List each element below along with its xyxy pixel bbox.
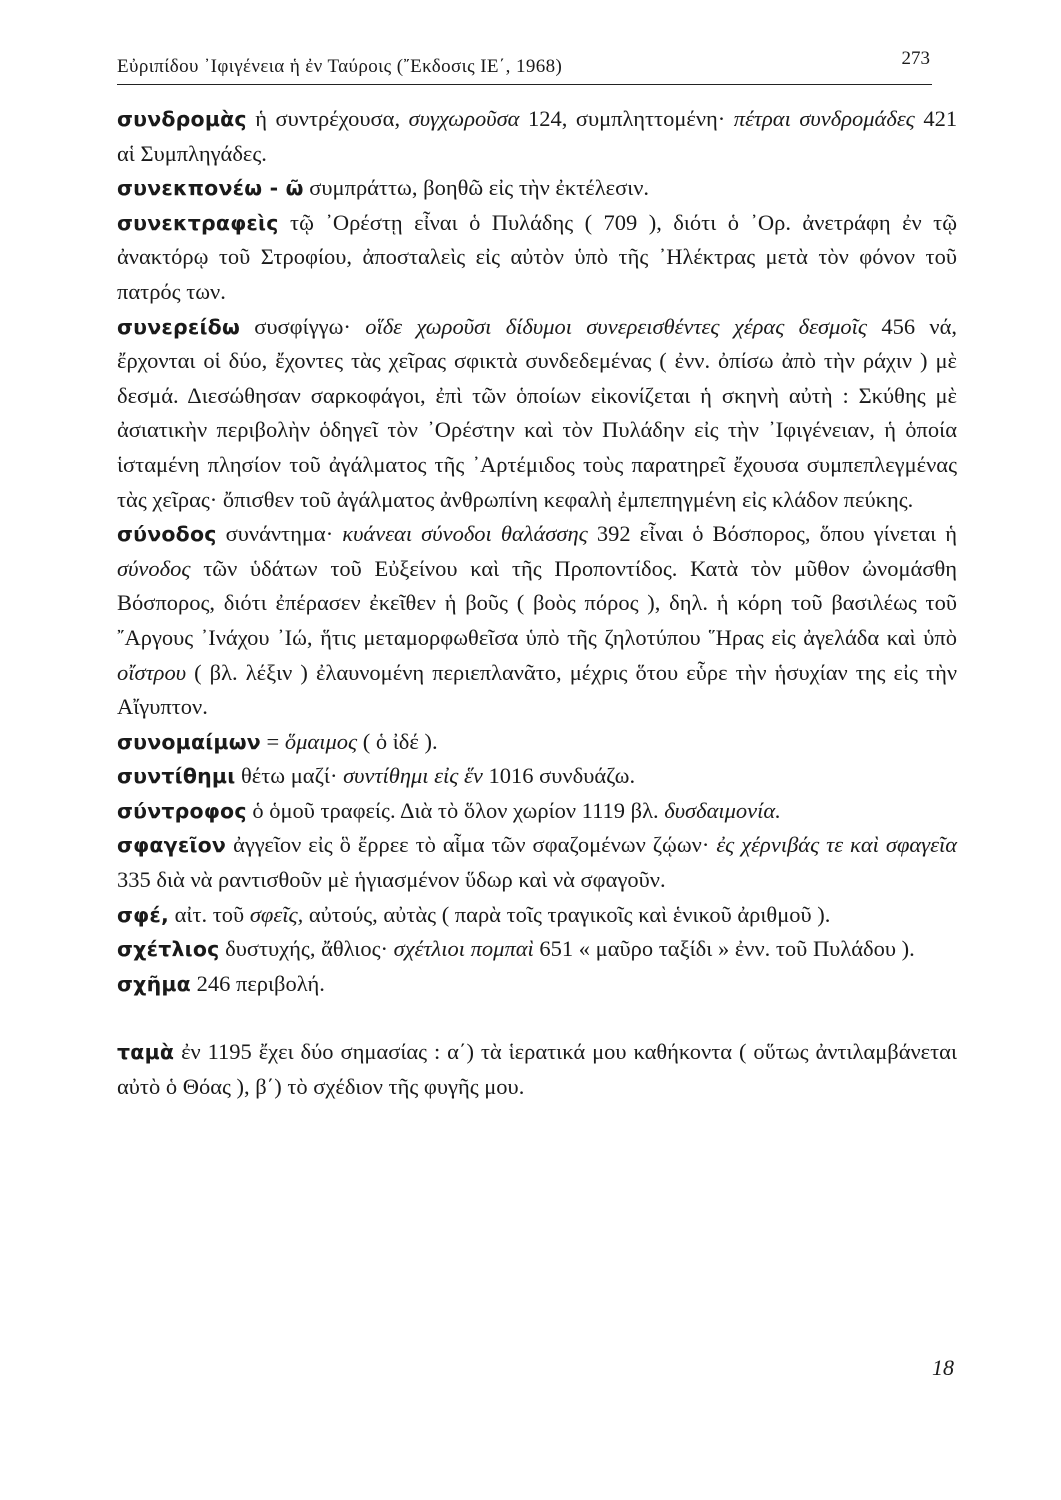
entry-headword: συντίθημι <box>117 764 236 789</box>
entry-headword: συνδρομὰς <box>117 107 247 131</box>
entry-headword: σύνοδος <box>117 522 217 547</box>
page-number: 273 <box>901 48 930 69</box>
signature-mark: 18 <box>932 1355 954 1380</box>
entry-headword: συνεκτραφεὶς <box>117 210 279 235</box>
entry-headword: σφέ, <box>117 902 169 927</box>
glossary-body <box>117 102 957 1105</box>
running-header <box>117 44 932 85</box>
glossary-entry: συνεκπονέω - ῶ συμπράττω, βοηθῶ εἰς τὴν ἐκτέλεσιν. <box>117 175 650 201</box>
entry-headword: σφαγεῖον <box>117 833 227 858</box>
glossary-entry: σύνοδος συνάντημα· κυάνεαι σύνοδοι θαλάσσης 392 εἶναι ὁ Βόσπορος, ὅπου γίνεται ἡ σύνοδος τῶν ὑδάτων τοῦ Εὐξείνου καὶ τῆς Προποντίδος. Κατὰ τὸν μῦθον ὠνομάσθη Βόσπορος, διότι ἐπέρασεν ἐκεῖθεν ἡ βοῦς ( βοὸς πόρος ), δηλ. ἡ κόρη τοῦ βασιλέως τοῦ ῎Αργους ᾿Ινάχου ᾿Ιώ, ἥτις μεταμορφωθεῖσα ὑπὸ τῆς ζηλοτύπου ῞Ηρας εἰς ἀγελάδα καὶ ὑπὸ οἴστρου ( βλ. λέξιν ) ἐλαυνομένη περιεπλανᾶτο, μέχρις ὅτου εὗρε τὴν ἡσυχίαν της εἰς τὴν Αἴγυπτον. <box>117 521 958 720</box>
entry-headword: σχέτλιος <box>117 937 220 962</box>
entry-headword: συνομαίμων <box>117 729 261 754</box>
entry-headword: συνεκπονέω - ῶ <box>117 176 304 201</box>
glossary-entry: σφέ, αἰτ. τοῦ σφεῖς, αὐτούς, αὐτὰς ( παρὰ τοῖς τραγικοῖς καὶ ἑνικοῦ ἀριθμοῦ ). <box>117 901 831 927</box>
entry-headword: σύντροφος <box>117 798 247 823</box>
entry-headword: συνερείδω <box>117 314 240 339</box>
glossary-entry: συνδρομὰς ἡ συντρέχουσα, συγχωροῦσα 124, συμπληττομένη· πέτραι συνδρομάδες 421 αἱ Συμπληγάδες. <box>117 106 958 166</box>
glossary-entry: συνεκτραφεὶς τῷ ᾿Ορέστῃ εἶναι ὁ Πυλάδης ( 709 ), διότι ὁ ᾿Ορ. ἀνετράφη ἐν τῷ ἀνακτόρῳ τοῦ Στροφίου, ἀποσταλεὶς εἰς αὐτὸν ὑπὸ τῆς ᾿Ηλέκτρας μετὰ τὸν φόνον τοῦ πατρός των. <box>117 209 957 304</box>
entry-headword: σχῆμα <box>117 971 191 996</box>
glossary-entry: σχῆμα 246 περιβολή. <box>117 970 325 996</box>
glossary-entry: συνερείδω συσφίγγω· οἵδε χωροῦσι δίδυμοι συνερεισθέντες χέρας δεσμοῖς 456 νά, ἔρχονται οἱ δύο, ἔχοντες τὰς χεῖρας σφικτὰ συνδεδεμένας ( ἐνν. ὀπίσω ἀπὸ τὴν ράχιν ) μὲ δεσμά. Διεσώθησαν σαρκοφάγοι, ἐπὶ τῶν ὁποίων εἰκονίζεται ἡ σκηνὴ αὐτὴ : Σκύθης μὲ ἀσιατικὴν περιβολὴν ὁδηγεῖ τὸν ᾿Ορέστην καὶ τὸν Πυλάδην εἰς τὴν ᾿Ιφιγένειαν, ἡ ὁποία ἱσταμένη πλησίον τοῦ ἀγάλματος τῆς ᾿Αρτέμιδος τοὺς παρατηρεῖ ἔχουσα συμπεπλεγμένας τὰς χεῖρας· ὄπισθεν τοῦ ἀγάλματος ἀνθρωπίνη κεφαλὴ ἐμπεπηγμένη εἰς κλάδον πεύκης. <box>117 313 957 512</box>
header-title: Εὐριπίδου ᾿Ιφιγένεια ἡ ἐν Ταύροις (῎Εκδοσις ΙΕ΄, 1968) <box>117 56 563 77</box>
glossary-entry: συνομαίμων = ὅμαιμος ( ὁ ἰδέ ). <box>117 728 438 754</box>
entry-headword: ταμὰ <box>117 1040 175 1065</box>
glossary-entry: σύντροφος ὁ ὁμοῦ τραφείς. Διὰ τὸ ὅλον χωρίον 1119 βλ. δυσδαιμονία. <box>117 797 781 823</box>
glossary-entry: ταμὰ ἐν 1195 ἔχει δύο σημασίας : α΄) τὰ ἱερατικά μου καθήκοντα ( οὕτως ἀντιλαμβάνεται αὐτὸ ὁ Θόας ), β΄) τὸ σχέδιον τῆς φυγῆς μου. <box>117 1039 957 1100</box>
glossary-entry: σχέτλιος δυστυχής, ἄθλιος· σχέτλιοι πομπαὶ 651 « μαῦρο ταξίδι » ἐνν. τοῦ Πυλάδου ). <box>117 936 915 962</box>
glossary-entry: συντίθημι θέτω μαζί· συντίθημι εἰς ἕν 1016 συνδυάζω. <box>117 763 636 789</box>
glossary-entry: σφαγεῖον ἀγγεῖον εἰς ὃ ἔρρεε τὸ αἷμα τῶν σφαζομένων ζῴων· ἐς χέρνιβάς τε καὶ σφαγεῖα 335 διὰ νὰ ραντισθοῦν μὲ ἡγιασμένον ὕδωρ καὶ νὰ σφαγοῦν. <box>117 832 958 893</box>
